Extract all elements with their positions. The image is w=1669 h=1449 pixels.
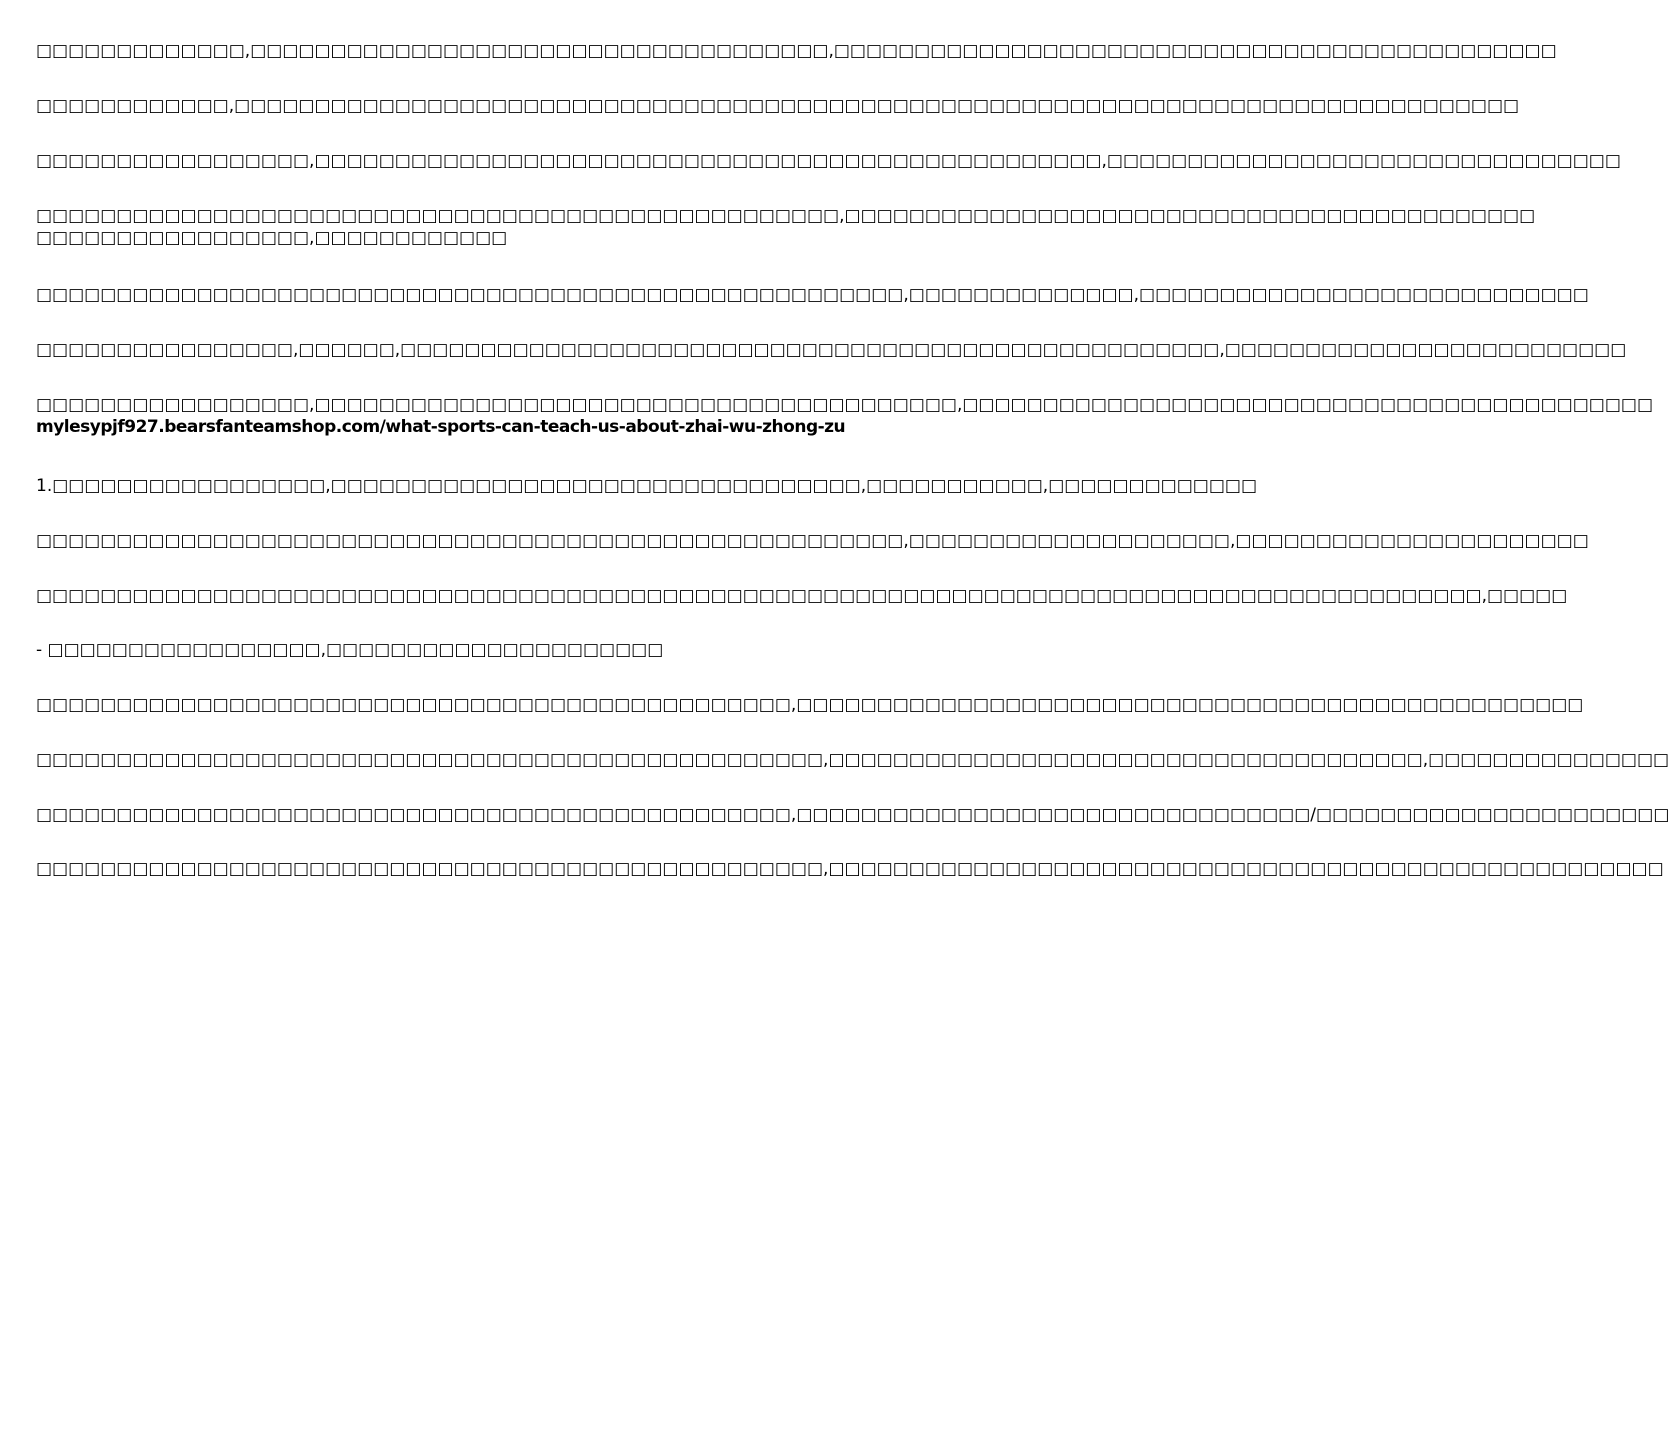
paragraph-text: □□□□□□□□□□□□,□□□□□□□□□□□□□□□□□□□□□□□□□□□□□□□□□□□□□□□□□□□□□□□□□□□□□□□□□□□□□□□□□□□□□□□□□□□□□□□□ xyxy=(36,96,1520,116)
paragraph-4 xyxy=(36,205,1536,249)
paragraph-11 xyxy=(36,694,1584,716)
paragraph-text: □□□□□□□□□□□□□□□□□□□□□□□□□□□□□□□□□□□□□□□□□□□□□□□□□,□□□□□□□□□□□□□□□□□□□□□□□□□□□□□□□□□□□□□,□□□□□□□□□□□□□□□ xyxy=(36,750,1669,770)
list-item xyxy=(36,639,990,661)
paragraph-text: 1.□□□□□□□□□□□□□□□□□,□□□□□□□□□□□□□□□□□□□□□□□□□□□□□□□□□,□□□□□□□□□□□,□□□□□□□□□□□□□ xyxy=(36,476,1258,496)
paragraph-7 xyxy=(36,394,1654,438)
paragraph-8 xyxy=(36,475,1258,497)
paragraph-9 xyxy=(36,530,1589,552)
paragraph-text: □□□□□□□□□□□□□□□□□□□□□□□□□□□□□□□□□□□□□□□□□□□□□□□,□□□□□□□□□□□□□□□□□□□□□□□□□□□□□□□□□□□□□□□□□□□□□□□□□ xyxy=(36,695,1584,715)
paragraph-6 xyxy=(36,339,1627,361)
paragraph-1 xyxy=(36,40,1557,62)
paragraph-text-continued: □□□□□□□□□□□□□□□□□,□□□□□□□□□□□□ xyxy=(36,228,508,248)
paragraph-3 xyxy=(36,150,1621,172)
paragraph-12 xyxy=(36,749,1669,771)
paragraph-text: □□□□□□□□□□□□□□□□□,□□□□□□□□□□□□□□□□□□□□□□□□□□□□□□□□□□□□□□□□,□□□□□□□□□□□□□□□□□□□□□□□□□□□□□□□□□□□□□□□□□□□ xyxy=(36,395,1654,415)
paragraph-text: □□□□□□□□□□□□□□□□□□□□□□□□□□□□□□□□□□□□□□□□□□□□□□□□□□□□□□,□□□□□□□□□□□□□□□□□□□□,□□□□□□□□□□□□□□□□□□□□□□ xyxy=(36,531,1589,551)
paragraph-13 xyxy=(36,804,1669,826)
paragraph-text: □□□□□□□□□□□□□□□□□□□□□□□□□□□□□□□□□□□□□□□□□□□□□□□□□□□□□□,□□□□□□□□□□□□□□,□□□□□□□□□□□□□□□□□□□□□□□□□□□□ xyxy=(36,285,1589,305)
paragraph-text: □□□□□□□□□□□□□□□□□□□□□□□□□□□□□□□□□□□□□□□□□□□□□□□□□,□□□□□□□□□□□□□□□□□□□□□□□□□□□□□□□□□□□□□□□□□□□□□□□□□□□□ xyxy=(36,859,1664,879)
paragraph-text: □□□□□□□□□□□□□,□□□□□□□□□□□□□□□□□□□□□□□□□□□□□□□□□□□□,□□□□□□□□□□□□□□□□□□□□□□□□□□□□□□□□□□□□□□□□□□□□□ xyxy=(36,41,1557,61)
list-item-text: - □□□□□□□□□□□□□□□□□,□□□□□□□□□□□□□□□□□□□□□ xyxy=(36,640,664,660)
paragraph-14 xyxy=(36,858,1664,880)
article-link[interactable]: mylesypjf927.bearsfanteamshop.com/what-sports-can-teach-us-about-zhai-wu-zhong-zu xyxy=(36,417,846,437)
paragraph-text: □□□□□□□□□□□□□□□□□□□□□□□□□□□□□□□□□□□□□□□□□□□□□□□□□□,□□□□□□□□□□□□□□□□□□□□□□□□□□□□□□□□□□□□□□□□□□□ xyxy=(36,206,1536,226)
paragraph-text: □□□□□□□□□□□□□□□□□,□□□□□□□□□□□□□□□□□□□□□□□□□□□□□□□□□□□□□□□□□□□□□□□□□,□□□□□□□□□□□□□□□□□□□□□□□□□□□□□□□□ xyxy=(36,151,1621,171)
paragraph-text: □□□□□□□□□□□□□□□□□□□□□□□□□□□□□□□□□□□□□□□□□□□□□□□□□□□□□□□□□□□□□□□□□□□□□□□□□□□□□□□□□□□□□□□□□□,□□□□□ xyxy=(36,586,1568,606)
paragraph-10 xyxy=(36,585,1568,607)
paragraph-text: □□□□□□□□□□□□□□□□□□□□□□□□□□□□□□□□□□□□□□□□□□□□□□□,□□□□□□□□□□□□□□□□□□□□□□□□□□□□□□□□/□□□□□□□□□□□□□□□□□□□□□□ xyxy=(36,805,1669,825)
paragraph-2 xyxy=(36,95,1520,117)
paragraph-text: □□□□□□□□□□□□□□□□,□□□□□□,□□□□□□□□□□□□□□□□□□□□□□□□□□□□□□□□□□□□□□□□□□□□□□□□□□□,□□□□□□□□□□□□□□□□□□□□□□□□□ xyxy=(36,340,1627,360)
document-page xyxy=(36,0,1669,1449)
paragraph-5 xyxy=(36,284,1589,306)
